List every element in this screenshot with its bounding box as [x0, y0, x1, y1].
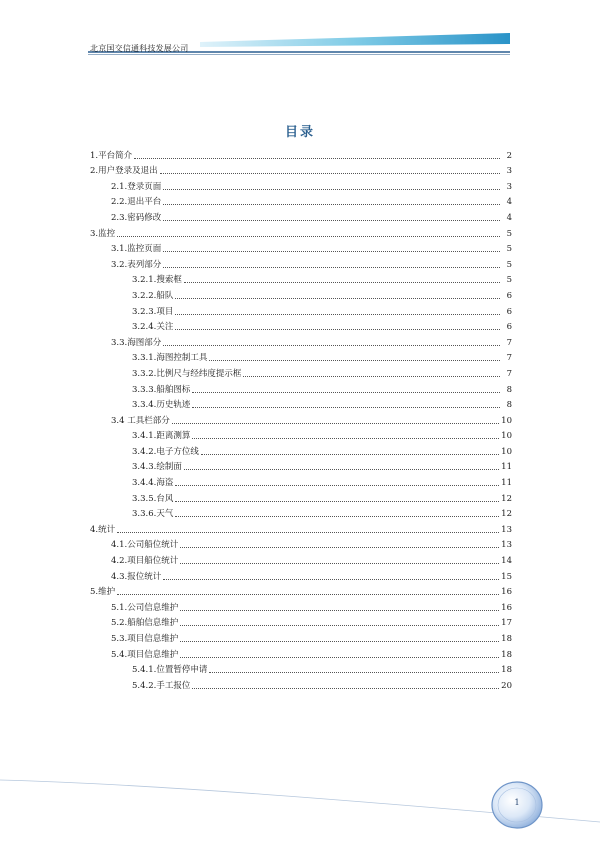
toc-entry[interactable]: [0, 550, 600, 566]
toc-entry-page: 7: [506, 337, 512, 348]
toc-entry-page: 6: [506, 306, 512, 317]
toc-dot-leader: [163, 266, 500, 268]
toc-entry-page: 15: [501, 571, 512, 582]
toc-entry-page: 18: [501, 649, 512, 660]
toc-entry-label: 3.3.6.天气: [132, 509, 174, 520]
toc-entry-label: 3.2.3.项目: [132, 306, 174, 317]
page-header: [0, 0, 600, 64]
toc-entry-label: 3.3.4.历史轨迹: [132, 400, 191, 411]
toc-entry[interactable]: [0, 207, 600, 223]
toc-dot-leader: [180, 546, 499, 548]
toc-entry[interactable]: [0, 223, 600, 239]
toc-dot-leader: [180, 656, 499, 658]
toc-entry[interactable]: [0, 332, 600, 348]
toc-entry[interactable]: [0, 410, 600, 426]
toc-entry-label: 5.维护: [90, 587, 116, 598]
toc-entry-label: 3.3.1.海图控制工具: [132, 353, 208, 364]
toc-entry[interactable]: [0, 176, 600, 192]
toc-entry-label: 4.统计: [90, 524, 116, 535]
toc-dot-leader: [175, 515, 499, 517]
toc-entry-page: 11: [501, 478, 512, 489]
toc-entry-label: 3.1.监控页面: [111, 244, 162, 255]
toc-dot-leader: [163, 219, 500, 221]
toc-entry-label: 3.4.3.绘制面: [132, 462, 182, 473]
toc-entry[interactable]: [0, 270, 600, 286]
header-banner-graphic: [0, 0, 600, 64]
toc-dot-leader: [192, 437, 499, 439]
toc-entry-page: 13: [501, 540, 512, 551]
toc-entry-page: 17: [501, 618, 512, 629]
toc-entry[interactable]: [0, 239, 600, 255]
toc-entry[interactable]: [0, 519, 600, 535]
toc-dot-leader: [163, 188, 500, 190]
toc-entry-page: 6: [506, 290, 512, 301]
toc-entry-page: 12: [501, 509, 512, 520]
toc-entry[interactable]: [0, 348, 600, 364]
toc-entry-page: 2: [506, 150, 512, 161]
toc-entry-page: 6: [506, 322, 512, 333]
toc-dot-leader: [175, 297, 500, 299]
toc-dot-leader: [175, 484, 499, 486]
toc-dot-leader: [180, 562, 499, 564]
toc-entry-page: 10: [501, 431, 512, 442]
toc-entry-label: 5.2.船舶信息维护: [111, 618, 179, 629]
toc-dot-leader: [163, 344, 500, 346]
toc-entry-page: 16: [501, 602, 512, 613]
toc-entry[interactable]: [0, 317, 600, 333]
toc-entry[interactable]: [0, 597, 600, 613]
toc-entry-label: 3.4.4.海盗: [132, 478, 174, 489]
toc-entry-label: 3.3.2.比例尺与经纬度提示框: [132, 368, 242, 379]
toc-entry[interactable]: [0, 161, 600, 177]
toc-entry[interactable]: [0, 457, 600, 473]
toc-entry-label: 3.4.2.电子方位线: [132, 446, 199, 457]
toc-entry-label: 2.用户登录及退出: [90, 166, 158, 177]
toc-entry-label: 3.2.表列部分: [111, 259, 162, 270]
toc-dot-leader: [134, 157, 500, 159]
toc-entry-page: 12: [501, 493, 512, 504]
toc-entry-page: 8: [506, 400, 512, 411]
toc-entry-page: 10: [501, 415, 512, 426]
toc-entry[interactable]: [0, 254, 600, 270]
toc-entry[interactable]: [0, 363, 600, 379]
toc-dot-leader: [175, 328, 500, 330]
toc-dot-leader: [163, 578, 499, 580]
toc-entry[interactable]: [0, 145, 600, 161]
toc-dot-leader: [175, 500, 499, 502]
toc-entry-label: 5.4.2.手工报位: [132, 680, 191, 691]
toc-entry-page: 5: [506, 275, 512, 286]
toc-entry[interactable]: [0, 660, 600, 676]
toc-dot-leader: [192, 391, 500, 393]
toc-entry[interactable]: [0, 488, 600, 504]
toc-entry-label: 5.4.1.位置暂停申请: [132, 665, 208, 676]
toc-entry-label: 4.1.公司船位统计: [111, 540, 179, 551]
toc-entry[interactable]: [0, 301, 600, 317]
toc-entry[interactable]: [0, 379, 600, 395]
toc-entry-label: 5.3.项目信息维护: [111, 634, 179, 644]
toc-entry[interactable]: [0, 675, 600, 691]
toc-entry-label: 2.2.退出平台: [111, 197, 162, 208]
toc-entry-page: 7: [506, 353, 512, 364]
toc-entry-page: 20: [501, 680, 512, 691]
toc-entry[interactable]: [0, 426, 600, 442]
page-number: 1: [514, 798, 520, 807]
toc-entry-label: 3.4 工具栏部分: [111, 415, 170, 426]
toc-entry-label: 3.2.2.船队: [132, 290, 174, 301]
toc-entry-page: 10: [501, 446, 512, 457]
toc-entry[interactable]: [0, 644, 600, 660]
toc-title: 目录: [284, 125, 315, 140]
toc-dot-leader: [180, 609, 499, 611]
toc-dot-leader: [175, 313, 500, 315]
toc-entry-page: 7: [506, 368, 512, 379]
toc-entry[interactable]: [0, 472, 600, 488]
toc-entry-page: 4: [506, 212, 512, 223]
toc-dot-leader: [184, 468, 499, 470]
toc-entry-page: 3: [506, 166, 512, 177]
toc-dot-leader: [172, 422, 499, 424]
toc-entry[interactable]: [0, 582, 600, 598]
toc-entry-page: 8: [506, 384, 512, 395]
toc-entry[interactable]: [0, 504, 600, 520]
company-name: 北京国交信通科技发展公司: [90, 44, 189, 53]
toc-entry-label: 1.平台简介: [90, 150, 133, 161]
toc-entry-page: 5: [506, 259, 512, 270]
toc-entry-page: 18: [501, 634, 512, 644]
toc-entry-label: 3.4.1.距离测算: [132, 431, 191, 442]
toc-entry[interactable]: [0, 285, 600, 301]
toc-dot-leader: [180, 624, 499, 626]
toc-entry[interactable]: [0, 613, 600, 629]
toc-entry-label: 4.3.报位统计: [111, 571, 162, 582]
toc-dot-leader: [201, 453, 499, 455]
toc-entry-page: 18: [501, 665, 512, 676]
toc-entry[interactable]: [0, 628, 600, 644]
toc-dot-leader: [192, 687, 499, 689]
toc-dot-leader: [160, 172, 500, 174]
toc-entry-page: 5: [506, 228, 512, 239]
toc-entry-label: 4.2.项目船位统计: [111, 556, 179, 567]
toc-entry-page: 11: [501, 462, 512, 473]
toc-dot-leader: [209, 359, 500, 361]
toc-entry-label: 3.3.5.台风: [132, 493, 174, 504]
toc-entry[interactable]: [0, 441, 600, 457]
toc-entry-label: 3.3.海图部分: [111, 337, 162, 348]
toc-entry-page: 3: [506, 181, 512, 192]
toc-entry-page: 4: [506, 197, 512, 208]
toc-entry-label: 3.监控: [90, 228, 116, 239]
toc-entry-page: 16: [501, 587, 512, 598]
toc-entry-label: 2.1.登录页面: [111, 181, 162, 192]
toc-dot-leader: [184, 281, 500, 283]
toc-entry-page: 5: [506, 244, 512, 255]
toc-dot-leader: [192, 406, 500, 408]
toc-entry-label: 5.1.公司信息维护: [111, 602, 179, 613]
toc-dot-leader: [180, 640, 499, 642]
toc-dot-leader: [117, 593, 499, 595]
toc-entry-label: 2.3.密码修改: [111, 212, 162, 223]
toc-entry-label: 5.4.项目信息维护: [111, 649, 179, 660]
toc-entry[interactable]: [0, 395, 600, 411]
toc-dot-leader: [209, 671, 499, 673]
toc-entry[interactable]: [0, 566, 600, 582]
toc-dot-leader: [117, 235, 500, 237]
toc-entry[interactable]: [0, 535, 600, 551]
toc-dot-leader: [243, 375, 500, 377]
toc-dot-leader: [117, 531, 499, 533]
table-of-contents: [0, 145, 600, 691]
toc-entry-label: 3.2.4.关注: [132, 322, 174, 333]
toc-entry-page: 13: [501, 524, 512, 535]
toc-dot-leader: [163, 203, 500, 205]
toc-entry[interactable]: [0, 192, 600, 208]
toc-dot-leader: [163, 250, 500, 252]
toc-entry-page: 14: [501, 556, 512, 567]
toc-entry-label: 3.2.1.搜索框: [132, 275, 182, 286]
toc-entry-label: 3.3.3.船舶图标: [132, 384, 191, 395]
